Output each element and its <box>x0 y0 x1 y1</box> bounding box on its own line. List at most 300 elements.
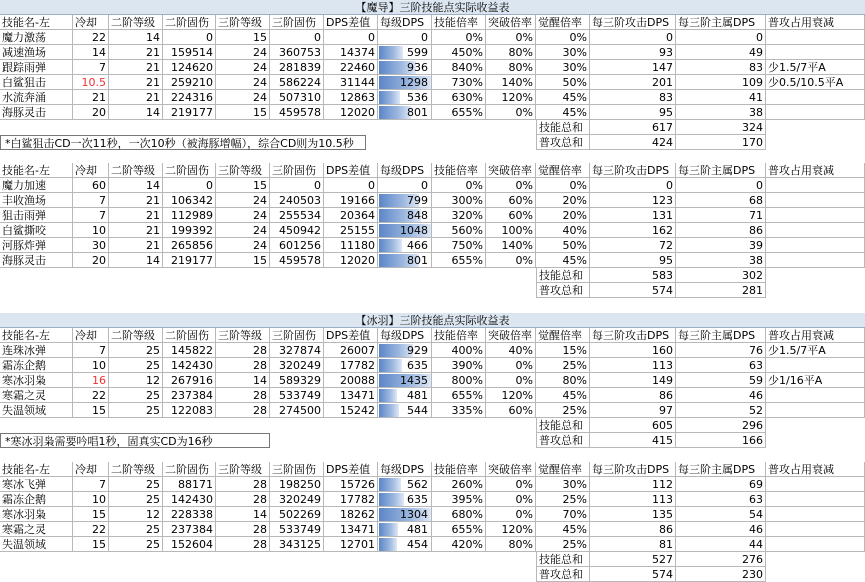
column-header[interactable]: 二阶等级 <box>109 462 163 477</box>
cell-wake[interactable]: 45% <box>536 388 590 403</box>
cell-name[interactable]: 跟踪雨弹 <box>0 60 73 75</box>
cell-name[interactable]: 白鲨撕咬 <box>0 223 73 238</box>
cell-dmg2[interactable]: 142430 <box>163 492 216 507</box>
column-header[interactable]: 二阶固伤 <box>163 328 216 343</box>
cell-per[interactable] <box>378 403 432 418</box>
cell-dmg2[interactable]: 219177 <box>163 253 216 268</box>
column-header[interactable]: 觉醒倍率 <box>536 15 590 30</box>
cell-break[interactable]: 140% <box>486 75 536 90</box>
cell-lv2[interactable]: 21 <box>109 238 163 253</box>
cell-name[interactable]: 海豚灵击 <box>0 105 73 120</box>
cell-atk[interactable]: 95 <box>590 105 676 120</box>
totals-atk[interactable]: 574 <box>590 567 676 582</box>
cell-cd[interactable]: 21 <box>73 90 109 105</box>
cell-skill[interactable]: 655% <box>432 105 486 120</box>
cell-wake[interactable]: 0% <box>536 178 590 193</box>
cell-break[interactable]: 80% <box>486 45 536 60</box>
cell-break[interactable]: 0% <box>486 30 536 45</box>
cell-wake[interactable]: 45% <box>536 105 590 120</box>
cell-wake[interactable]: 40% <box>536 223 590 238</box>
column-header[interactable]: 普攻占用衰减 <box>766 163 865 178</box>
cell-break[interactable]: 60% <box>486 193 536 208</box>
totals-atk[interactable]: 527 <box>590 552 676 567</box>
cell-atk[interactable]: 113 <box>590 492 676 507</box>
cell-lv3[interactable]: 14 <box>216 507 270 522</box>
cell-dmg2[interactable]: 124620 <box>163 60 216 75</box>
cell-lv2[interactable]: 14 <box>109 253 163 268</box>
column-header[interactable]: 普攻占用衰减 <box>766 462 865 477</box>
cell-dmg3[interactable]: 360753 <box>270 45 324 60</box>
cell-skill[interactable]: 335% <box>432 403 486 418</box>
cell-lv3[interactable]: 28 <box>216 537 270 552</box>
column-header[interactable]: DPS差值 <box>324 15 378 30</box>
column-header[interactable]: 二阶等级 <box>109 15 163 30</box>
cell-dmg2[interactable]: 0 <box>163 30 216 45</box>
totals-atk[interactable]: 415 <box>590 433 676 448</box>
cell-decay[interactable]: 少1/16平A <box>766 373 865 388</box>
totals-atk[interactable]: 617 <box>590 120 676 135</box>
column-header[interactable]: 突破倍率 <box>486 163 536 178</box>
cell-skill[interactable]: 655% <box>432 388 486 403</box>
cell-cd[interactable]: 22 <box>73 522 109 537</box>
cell-dmg3[interactable]: 274500 <box>270 403 324 418</box>
cell-lv2[interactable]: 21 <box>109 193 163 208</box>
cell-per[interactable] <box>378 178 432 193</box>
cell-main[interactable]: 63 <box>676 492 766 507</box>
cell-decay[interactable]: 少0.5/10.5平A <box>766 75 865 90</box>
cell-break[interactable]: 0% <box>486 105 536 120</box>
cell-cd[interactable]: 30 <box>73 238 109 253</box>
cell-decay[interactable] <box>766 30 865 45</box>
cell-diff[interactable]: 0 <box>324 178 378 193</box>
cell-name[interactable]: 寒冰飞弹 <box>0 477 73 492</box>
cell-cd[interactable]: 22 <box>73 30 109 45</box>
cell-per[interactable] <box>378 253 432 268</box>
cell-main[interactable]: 38 <box>676 105 766 120</box>
cell-decay[interactable] <box>766 358 865 373</box>
totals-main[interactable]: 302 <box>676 268 766 283</box>
column-header[interactable]: DPS差值 <box>324 462 378 477</box>
cell-name[interactable]: 河豚炸弹 <box>0 238 73 253</box>
cell-break[interactable]: 40% <box>486 343 536 358</box>
cell-lv3[interactable]: 14 <box>216 373 270 388</box>
cell-break[interactable]: 120% <box>486 522 536 537</box>
cell-skill[interactable]: 840% <box>432 60 486 75</box>
totals-main[interactable]: 324 <box>676 120 766 135</box>
cell-name[interactable]: 失温领域 <box>0 403 73 418</box>
cell-decay[interactable] <box>766 223 865 238</box>
cell-dmg3[interactable]: 589329 <box>270 373 324 388</box>
cell-diff[interactable]: 18262 <box>324 507 378 522</box>
column-header[interactable]: 每三阶主属DPS <box>676 163 766 178</box>
totals-label[interactable]: 技能总和 <box>536 552 590 567</box>
cell-main[interactable]: 59 <box>676 373 766 388</box>
totals-label[interactable]: 普攻总和 <box>536 567 590 582</box>
column-header[interactable]: 技能倍率 <box>432 462 486 477</box>
cell-diff[interactable]: 17782 <box>324 358 378 373</box>
cell-wake[interactable]: 25% <box>536 358 590 373</box>
cell-break[interactable]: 0% <box>486 358 536 373</box>
cell-dmg3[interactable]: 240503 <box>270 193 324 208</box>
cell-wake[interactable]: 0% <box>536 30 590 45</box>
cell-name[interactable]: 狙击雨弹 <box>0 208 73 223</box>
cell-name[interactable]: 水流奔涌 <box>0 90 73 105</box>
cell-lv2[interactable]: 14 <box>109 105 163 120</box>
column-header[interactable]: 三阶等级 <box>216 163 270 178</box>
cell-name[interactable]: 减速渔场 <box>0 45 73 60</box>
cell-break[interactable]: 120% <box>486 388 536 403</box>
column-header[interactable]: 每三阶攻击DPS <box>590 462 676 477</box>
cell-per[interactable] <box>378 193 432 208</box>
column-header[interactable]: 觉醒倍率 <box>536 462 590 477</box>
cell-wake[interactable]: 45% <box>536 253 590 268</box>
cell-cd[interactable]: 7 <box>73 208 109 223</box>
column-header[interactable]: 三阶等级 <box>216 15 270 30</box>
cell-main[interactable]: 83 <box>676 60 766 75</box>
column-header[interactable]: 二阶等级 <box>109 163 163 178</box>
cell-lv2[interactable]: 25 <box>109 492 163 507</box>
cell-atk[interactable]: 72 <box>590 238 676 253</box>
cell-diff[interactable]: 15242 <box>324 403 378 418</box>
column-header[interactable]: 每三阶攻击DPS <box>590 163 676 178</box>
cell-decay[interactable]: 少1.5/7平A <box>766 343 865 358</box>
cell-lv3[interactable]: 24 <box>216 45 270 60</box>
cell-per[interactable] <box>378 388 432 403</box>
cell-dmg2[interactable]: 228338 <box>163 507 216 522</box>
cell-atk[interactable]: 95 <box>590 253 676 268</box>
cell-per[interactable] <box>378 75 432 90</box>
cell-cd[interactable]: 16 <box>73 373 109 388</box>
cell-decay[interactable] <box>766 492 865 507</box>
cell-dmg2[interactable]: 237384 <box>163 522 216 537</box>
cell-dmg2[interactable]: 265856 <box>163 238 216 253</box>
cell-decay[interactable] <box>766 238 865 253</box>
cell-break[interactable]: 80% <box>486 60 536 75</box>
column-header[interactable]: 冷却 <box>73 163 109 178</box>
cell-name[interactable]: 失温领域 <box>0 537 73 552</box>
cell-skill[interactable]: 560% <box>432 223 486 238</box>
cell-wake[interactable]: 45% <box>536 522 590 537</box>
cell-skill[interactable]: 260% <box>432 477 486 492</box>
cell-dmg2[interactable]: 237384 <box>163 388 216 403</box>
cell-per[interactable] <box>378 60 432 75</box>
cell-main[interactable]: 44 <box>676 537 766 552</box>
cell-atk[interactable]: 147 <box>590 60 676 75</box>
cell-wake[interactable]: 30% <box>536 45 590 60</box>
cell-atk[interactable]: 97 <box>590 403 676 418</box>
column-header[interactable]: 觉醒倍率 <box>536 328 590 343</box>
cell-name[interactable]: 霜冻企鹅 <box>0 358 73 373</box>
cell-wake[interactable]: 25% <box>536 403 590 418</box>
column-header[interactable]: 三阶固伤 <box>270 328 324 343</box>
totals-main[interactable]: 170 <box>676 135 766 150</box>
cell-lv3[interactable]: 24 <box>216 238 270 253</box>
cell-skill[interactable]: 800% <box>432 373 486 388</box>
cell-skill[interactable]: 750% <box>432 238 486 253</box>
cell-diff[interactable]: 31144 <box>324 75 378 90</box>
cell-atk[interactable]: 123 <box>590 193 676 208</box>
totals-main[interactable]: 296 <box>676 418 766 433</box>
column-header[interactable]: 冷却 <box>73 462 109 477</box>
cell-dmg3[interactable]: 0 <box>270 178 324 193</box>
cell-cd[interactable]: 10 <box>73 492 109 507</box>
cell-diff[interactable]: 22460 <box>324 60 378 75</box>
cell-name[interactable]: 魔力激荡 <box>0 30 73 45</box>
cell-dmg3[interactable]: 281839 <box>270 60 324 75</box>
cell-break[interactable]: 0% <box>486 492 536 507</box>
cell-skill[interactable]: 395% <box>432 492 486 507</box>
cell-lv3[interactable]: 24 <box>216 60 270 75</box>
cell-cd[interactable]: 22 <box>73 388 109 403</box>
cell-per[interactable] <box>378 30 432 45</box>
cell-diff[interactable]: 14374 <box>324 45 378 60</box>
cell-atk[interactable]: 162 <box>590 223 676 238</box>
cell-main[interactable]: 46 <box>676 388 766 403</box>
cell-decay[interactable] <box>766 537 865 552</box>
cell-break[interactable]: 140% <box>486 238 536 253</box>
cell-skill[interactable]: 630% <box>432 90 486 105</box>
cell-lv2[interactable]: 25 <box>109 388 163 403</box>
totals-label[interactable]: 普攻总和 <box>536 135 590 150</box>
cell-lv3[interactable]: 24 <box>216 75 270 90</box>
cell-lv2[interactable]: 14 <box>109 30 163 45</box>
cell-main[interactable]: 49 <box>676 45 766 60</box>
cell-wake[interactable]: 20% <box>536 193 590 208</box>
column-header[interactable]: 冷却 <box>73 328 109 343</box>
cell-break[interactable]: 100% <box>486 223 536 238</box>
cell-per[interactable] <box>378 105 432 120</box>
cell-diff[interactable]: 26007 <box>324 343 378 358</box>
cell-lv2[interactable]: 25 <box>109 403 163 418</box>
cell-lv3[interactable]: 24 <box>216 90 270 105</box>
cell-lv3[interactable]: 15 <box>216 178 270 193</box>
cell-atk[interactable]: 86 <box>590 522 676 537</box>
column-header[interactable]: 三阶固伤 <box>270 163 324 178</box>
cell-wake[interactable]: 30% <box>536 477 590 492</box>
cell-diff[interactable]: 15726 <box>324 477 378 492</box>
cell-main[interactable]: 0 <box>676 178 766 193</box>
column-header[interactable]: 二阶等级 <box>109 328 163 343</box>
cell-lv3[interactable]: 15 <box>216 253 270 268</box>
cell-break[interactable]: 60% <box>486 403 536 418</box>
cell-wake[interactable]: 30% <box>536 60 590 75</box>
cell-atk[interactable]: 83 <box>590 90 676 105</box>
column-header[interactable]: 每三阶攻击DPS <box>590 328 676 343</box>
cell-main[interactable]: 38 <box>676 253 766 268</box>
cell-dmg3[interactable]: 0 <box>270 30 324 45</box>
cell-main[interactable]: 86 <box>676 223 766 238</box>
cell-lv2[interactable]: 25 <box>109 358 163 373</box>
cell-per[interactable] <box>378 238 432 253</box>
cell-main[interactable]: 46 <box>676 522 766 537</box>
cell-main[interactable]: 71 <box>676 208 766 223</box>
cell-lv2[interactable]: 14 <box>109 178 163 193</box>
cell-decay[interactable] <box>766 45 865 60</box>
column-header[interactable]: 技能名-左 <box>0 462 73 477</box>
totals-label[interactable]: 技能总和 <box>536 120 590 135</box>
cell-atk[interactable]: 201 <box>590 75 676 90</box>
cell-lv2[interactable]: 21 <box>109 60 163 75</box>
cell-dmg3[interactable]: 507310 <box>270 90 324 105</box>
cell-name[interactable]: 霜冻企鹅 <box>0 492 73 507</box>
cell-skill[interactable]: 420% <box>432 537 486 552</box>
cell-dmg3[interactable]: 601256 <box>270 238 324 253</box>
cell-skill[interactable]: 450% <box>432 45 486 60</box>
cell-cd[interactable]: 10 <box>73 223 109 238</box>
cell-per[interactable] <box>378 522 432 537</box>
cell-skill[interactable]: 0% <box>432 178 486 193</box>
cell-skill[interactable]: 300% <box>432 193 486 208</box>
totals-main[interactable]: 281 <box>676 283 766 298</box>
cell-lv3[interactable]: 28 <box>216 403 270 418</box>
column-header[interactable]: 每级DPS <box>378 163 432 178</box>
column-header[interactable]: 二阶固伤 <box>163 163 216 178</box>
cell-diff[interactable]: 11180 <box>324 238 378 253</box>
cell-dmg3[interactable]: 327874 <box>270 343 324 358</box>
column-header[interactable]: 技能倍率 <box>432 328 486 343</box>
cell-skill[interactable]: 655% <box>432 522 486 537</box>
cell-dmg3[interactable]: 320249 <box>270 358 324 373</box>
totals-label[interactable]: 技能总和 <box>536 418 590 433</box>
cell-wake[interactable]: 20% <box>536 208 590 223</box>
totals-label[interactable]: 普攻总和 <box>536 283 590 298</box>
cell-atk[interactable]: 0 <box>590 178 676 193</box>
cell-main[interactable]: 41 <box>676 90 766 105</box>
cell-lv3[interactable]: 15 <box>216 30 270 45</box>
cell-lv3[interactable]: 28 <box>216 388 270 403</box>
column-header[interactable]: 技能名-左 <box>0 163 73 178</box>
totals-label[interactable]: 技能总和 <box>536 268 590 283</box>
cell-break[interactable]: 0% <box>486 178 536 193</box>
cell-main[interactable]: 52 <box>676 403 766 418</box>
cell-dmg3[interactable]: 586224 <box>270 75 324 90</box>
cell-cd[interactable]: 15 <box>73 507 109 522</box>
cell-skill[interactable]: 730% <box>432 75 486 90</box>
cell-dmg2[interactable]: 259210 <box>163 75 216 90</box>
cell-diff[interactable]: 19166 <box>324 193 378 208</box>
cell-wake[interactable]: 15% <box>536 343 590 358</box>
cell-lv2[interactable]: 21 <box>109 75 163 90</box>
totals-main[interactable]: 166 <box>676 433 766 448</box>
cell-wake[interactable]: 50% <box>536 75 590 90</box>
cell-lv2[interactable]: 25 <box>109 537 163 552</box>
cell-atk[interactable]: 112 <box>590 477 676 492</box>
cell-decay[interactable] <box>766 388 865 403</box>
cell-per[interactable] <box>378 507 432 522</box>
cell-per[interactable] <box>378 90 432 105</box>
cell-dmg2[interactable]: 106342 <box>163 193 216 208</box>
cell-atk[interactable]: 149 <box>590 373 676 388</box>
cell-wake[interactable]: 45% <box>536 90 590 105</box>
column-header[interactable]: 突破倍率 <box>486 15 536 30</box>
column-header[interactable]: 二阶固伤 <box>163 462 216 477</box>
cell-cd[interactable]: 20 <box>73 105 109 120</box>
column-header[interactable]: 突破倍率 <box>486 328 536 343</box>
column-header[interactable]: 技能名-左 <box>0 15 73 30</box>
totals-label[interactable]: 普攻总和 <box>536 433 590 448</box>
cell-name[interactable]: 寒霜之灵 <box>0 388 73 403</box>
cell-dmg2[interactable]: 224316 <box>163 90 216 105</box>
cell-dmg3[interactable]: 459578 <box>270 105 324 120</box>
cell-atk[interactable]: 86 <box>590 388 676 403</box>
totals-atk[interactable]: 583 <box>590 268 676 283</box>
cell-wake[interactable]: 70% <box>536 507 590 522</box>
cell-decay[interactable]: 少1.5/7平A <box>766 60 865 75</box>
cell-per[interactable] <box>378 477 432 492</box>
cell-dmg2[interactable]: 159514 <box>163 45 216 60</box>
cell-dmg3[interactable]: 255534 <box>270 208 324 223</box>
cell-decay[interactable] <box>766 403 865 418</box>
cell-cd[interactable]: 7 <box>73 477 109 492</box>
cell-atk[interactable]: 0 <box>590 30 676 45</box>
cell-atk[interactable]: 113 <box>590 358 676 373</box>
cell-atk[interactable]: 135 <box>590 507 676 522</box>
cell-name[interactable]: 寒冰羽枭 <box>0 373 73 388</box>
cell-lv2[interactable]: 21 <box>109 45 163 60</box>
cell-break[interactable]: 0% <box>486 507 536 522</box>
column-header[interactable]: 每三阶攻击DPS <box>590 15 676 30</box>
column-header[interactable]: 技能倍率 <box>432 163 486 178</box>
cell-skill[interactable]: 0% <box>432 30 486 45</box>
cell-lv3[interactable]: 15 <box>216 105 270 120</box>
column-header[interactable]: 技能名-左 <box>0 328 73 343</box>
cell-per[interactable] <box>378 208 432 223</box>
cell-name[interactable]: 海豚灵击 <box>0 253 73 268</box>
totals-atk[interactable]: 605 <box>590 418 676 433</box>
cell-decay[interactable] <box>766 105 865 120</box>
cell-decay[interactable] <box>766 193 865 208</box>
cell-main[interactable]: 54 <box>676 507 766 522</box>
cell-diff[interactable]: 25155 <box>324 223 378 238</box>
cell-diff[interactable]: 17782 <box>324 492 378 507</box>
cell-name[interactable]: 寒冰羽枭 <box>0 507 73 522</box>
cell-diff[interactable]: 20364 <box>324 208 378 223</box>
cell-dmg2[interactable]: 199392 <box>163 223 216 238</box>
cell-break[interactable]: 120% <box>486 90 536 105</box>
column-header[interactable]: 每三阶主属DPS <box>676 462 766 477</box>
cell-main[interactable]: 63 <box>676 358 766 373</box>
cell-dmg3[interactable]: 533749 <box>270 388 324 403</box>
cell-main[interactable]: 68 <box>676 193 766 208</box>
cell-per[interactable] <box>378 492 432 507</box>
cell-dmg2[interactable]: 152604 <box>163 537 216 552</box>
cell-decay[interactable] <box>766 522 865 537</box>
column-header[interactable]: 普攻占用衰减 <box>766 328 865 343</box>
cell-decay[interactable] <box>766 90 865 105</box>
cell-dmg3[interactable]: 533749 <box>270 522 324 537</box>
cell-name[interactable]: 连珠冰弹 <box>0 343 73 358</box>
cell-lv2[interactable]: 25 <box>109 522 163 537</box>
cell-dmg3[interactable]: 502269 <box>270 507 324 522</box>
column-header[interactable]: 冷却 <box>73 15 109 30</box>
cell-diff[interactable]: 20088 <box>324 373 378 388</box>
column-header[interactable]: 三阶固伤 <box>270 462 324 477</box>
cell-lv2[interactable]: 21 <box>109 223 163 238</box>
cell-cd[interactable]: 60 <box>73 178 109 193</box>
totals-atk[interactable]: 424 <box>590 135 676 150</box>
column-header[interactable]: 三阶等级 <box>216 462 270 477</box>
cell-cd[interactable]: 7 <box>73 343 109 358</box>
cell-dmg2[interactable]: 145822 <box>163 343 216 358</box>
column-header[interactable]: 普攻占用衰减 <box>766 15 865 30</box>
column-header[interactable]: 突破倍率 <box>486 462 536 477</box>
cell-main[interactable]: 39 <box>676 238 766 253</box>
cell-name[interactable]: 白鲨狙击 <box>0 75 73 90</box>
cell-cd[interactable]: 10.5 <box>73 75 109 90</box>
totals-main[interactable]: 230 <box>676 567 766 582</box>
column-header[interactable]: 技能倍率 <box>432 15 486 30</box>
cell-cd[interactable]: 7 <box>73 60 109 75</box>
